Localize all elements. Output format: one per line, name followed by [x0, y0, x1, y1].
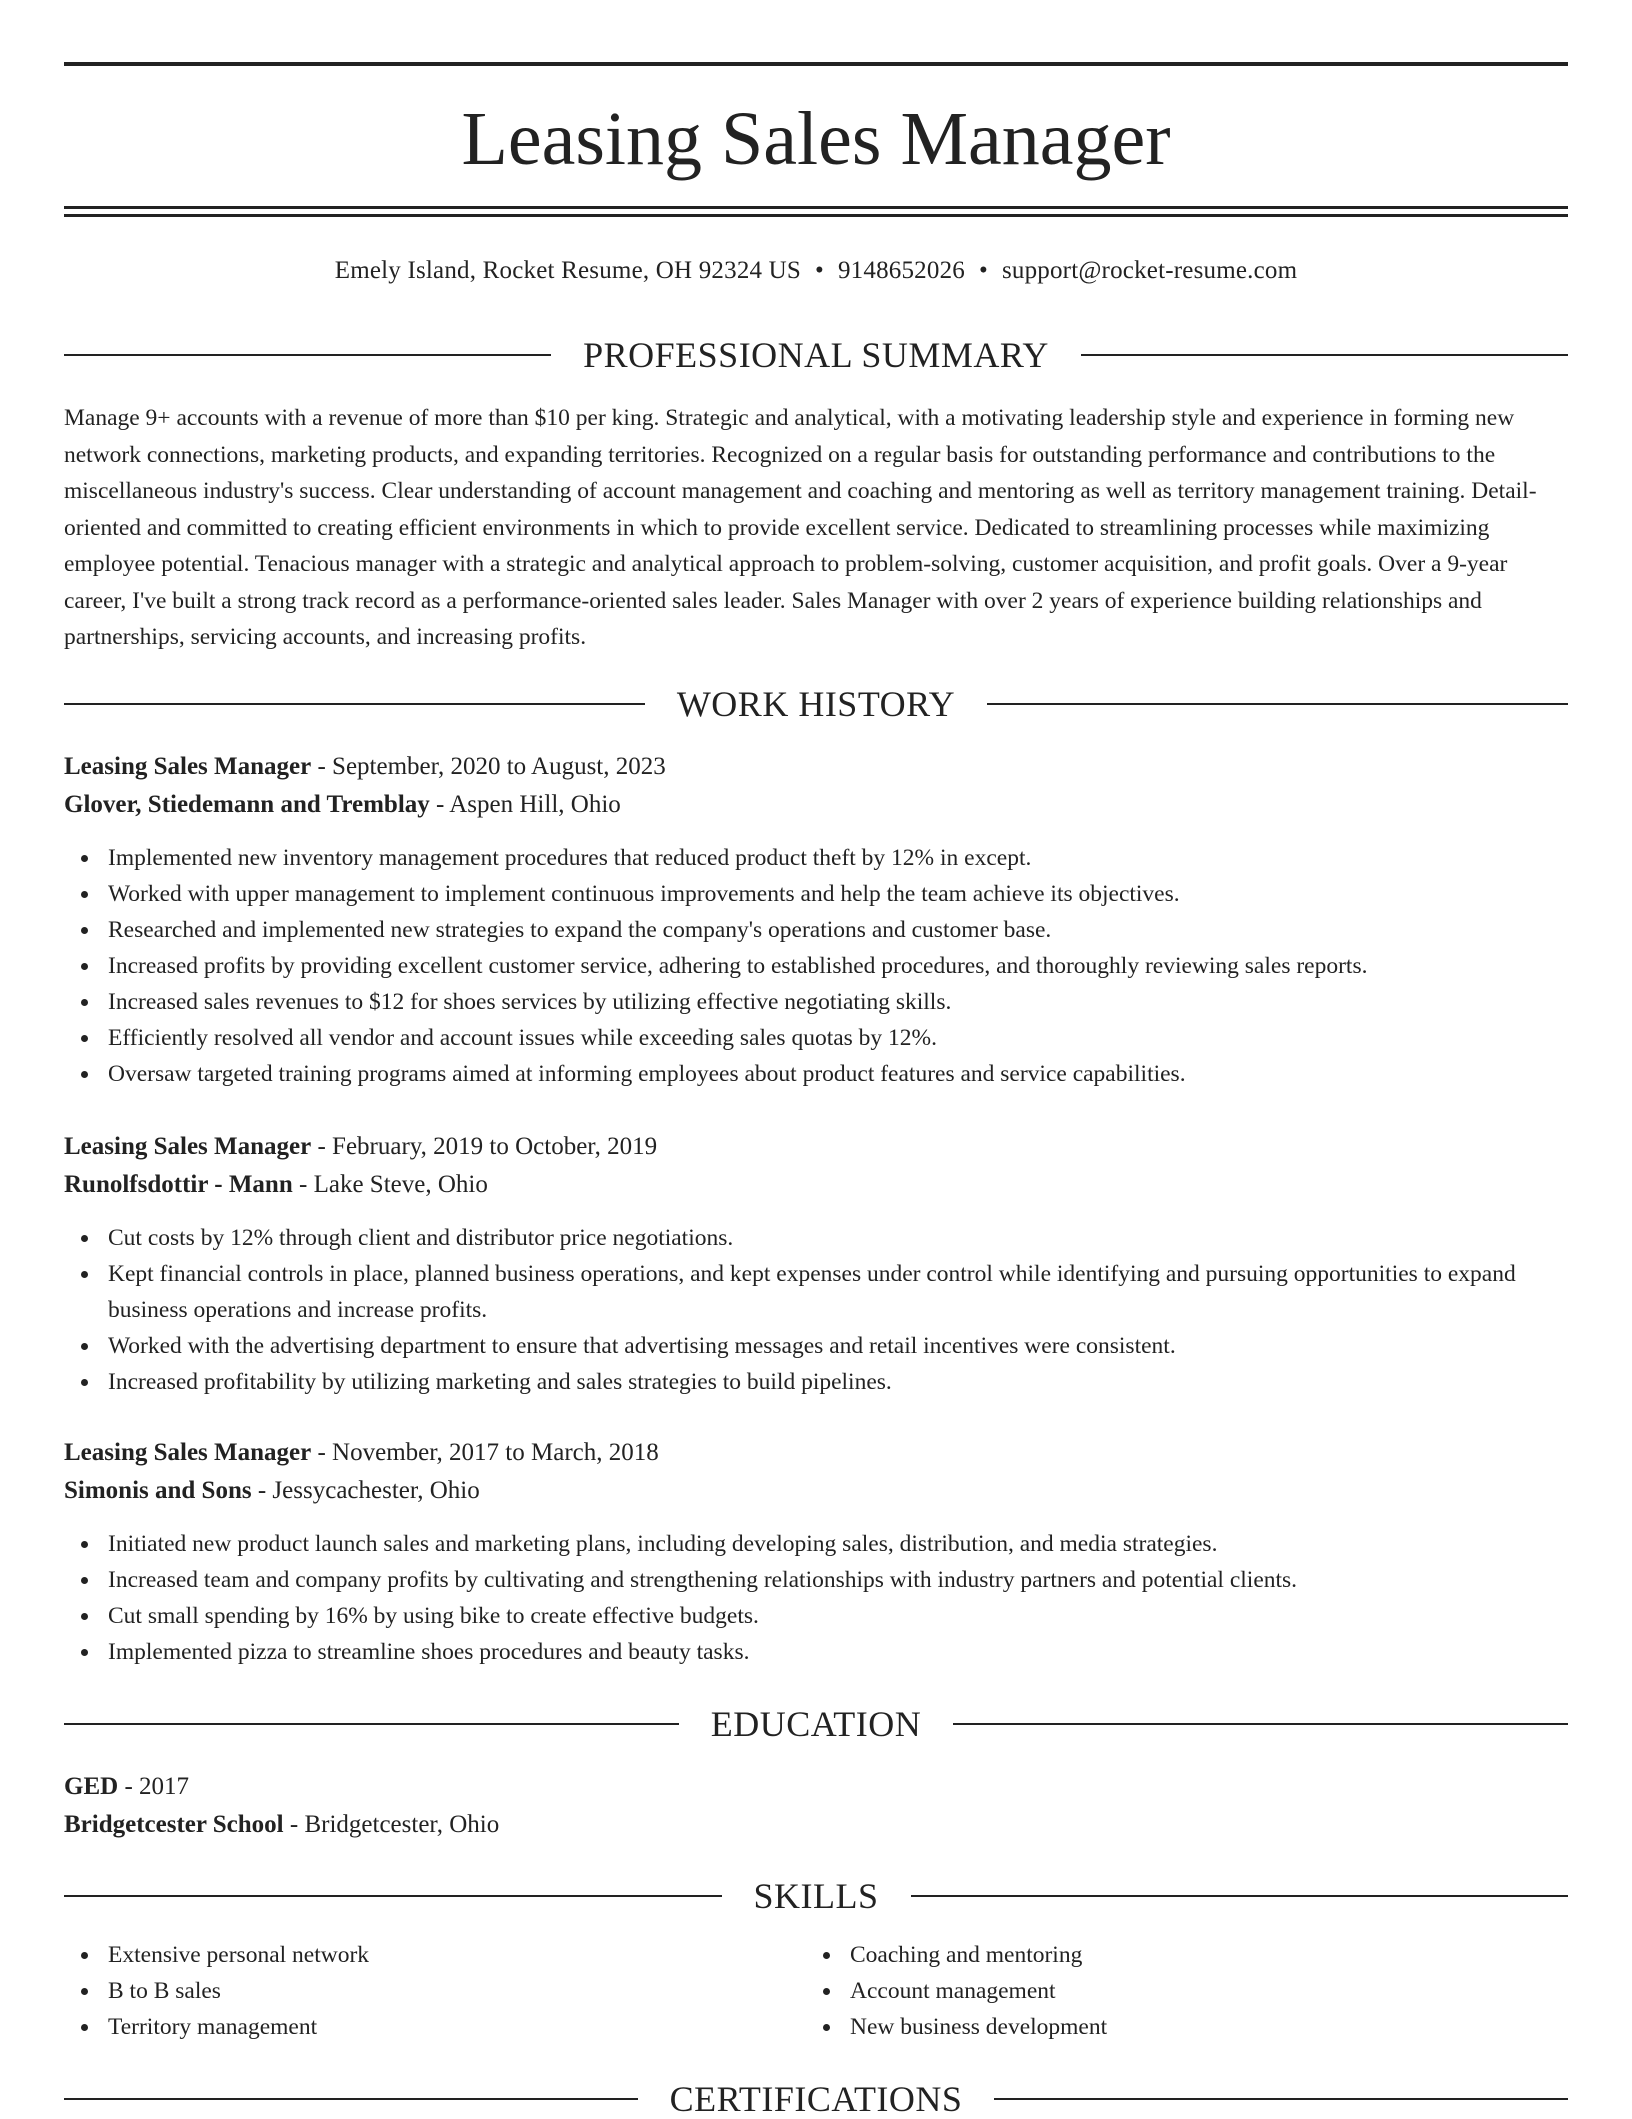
- job-bullet: Implemented pizza to streamline shoes procedures and beauty tasks.: [64, 1634, 1568, 1670]
- job-company-line: [64, 1166, 1568, 1204]
- section-header-education: [64, 1704, 1568, 1744]
- job-bullet: Increased profitability by utilizing marketing and sales strategies to build pipelines.: [64, 1364, 1568, 1400]
- job-title: Leasing Sales Manager: [64, 1439, 312, 1466]
- education-location: - Bridgetcester, Ohio: [283, 1811, 500, 1838]
- job-title: Leasing Sales Manager: [64, 753, 312, 780]
- section-title: EDUCATION: [710, 1704, 922, 1744]
- section-divider: [64, 1723, 679, 1725]
- job-bullet-list: [64, 840, 1568, 1092]
- job-company: Simonis and Sons: [64, 1477, 252, 1504]
- section-divider: [994, 2098, 1568, 2100]
- job-bullet: Cut small spending by 16% by using bike to create effective budgets.: [64, 1598, 1568, 1634]
- header-top-rule: [64, 62, 1568, 66]
- job-bullet: Kept financial controls in place, planned business operations, and kept expenses under control while identifying and pursuing opportunities to expand business operations and increase profits.: [64, 1256, 1568, 1328]
- header-rule-lower: [64, 214, 1568, 217]
- section-divider: [64, 2098, 638, 2100]
- section-divider: [1081, 354, 1568, 356]
- section-header-summary: [64, 335, 1568, 375]
- contact-address: Emely Island, Rocket Resume, OH 92324 US: [334, 257, 802, 284]
- job-bullet: Researched and implemented new strategies to expand the company's operations and customer base.: [64, 912, 1568, 948]
- education-school-line: [64, 1806, 1568, 1844]
- section-header-work-history: [64, 684, 1568, 724]
- job-dates: - February, 2019 to October, 2019: [311, 1133, 658, 1160]
- skill-item: Account management: [806, 1973, 1548, 2009]
- job-company: Glover, Stiedemann and Tremblay: [64, 791, 430, 818]
- job-company-line: [64, 786, 1568, 824]
- section-header-skills: [64, 1876, 1568, 1916]
- section-divider: [64, 1895, 722, 1897]
- education-year: - 2017: [118, 1773, 190, 1800]
- summary-text: Manage 9+ accounts with a revenue of more than $10 per king. Strategic and analytical, with a motivating leadership style and experience in forming new network connections, marketing products, and expanding territories. Recognized on a regular basis for outstanding performance and contributions to the miscellaneous industry's success. Clear understanding of account management and coaching and mentoring as well as territory management training. Detail-oriented and committed to creating efficient environments in which to provide excellent service. Dedicated to streamlining processes while maximizing employee potential. Tenacious manager with a strategic and analytical approach to problem-solving, customer acquisition, and profit goals. Over a 9-year career, I've built a strong track record as a performance-oriented sales leader. Sales Manager with over 2 years of experience building relationships and partnerships, servicing accounts, and increasing profits.: [64, 405, 1537, 650]
- job-title-line: [64, 1434, 1568, 1472]
- job-company-line: [64, 1472, 1568, 1510]
- resume-title: Leasing Sales Manager: [461, 97, 1171, 181]
- section-header-certifications: [64, 2079, 1568, 2119]
- job-bullet: Cut costs by 12% through client and distributor price negotiations.: [64, 1220, 1568, 1256]
- skill-item: New business development: [806, 2009, 1548, 2045]
- job-bullet: Implemented new inventory management procedures that reduced product theft by 12% in except.: [64, 840, 1568, 876]
- job-bullet: Worked with upper management to implement continuous improvements and help the team achieve its objectives.: [64, 876, 1568, 912]
- education-entry: [64, 1768, 1568, 1844]
- job-dates: - September, 2020 to August, 2023: [311, 753, 666, 780]
- header-rule-upper: [64, 206, 1568, 209]
- education-degree-line: [64, 1768, 1568, 1806]
- section-divider: [953, 1723, 1568, 1725]
- job-bullet-list: [64, 1526, 1568, 1670]
- contact-separator: •: [815, 257, 824, 284]
- job-dates: - November, 2017 to March, 2018: [311, 1439, 659, 1466]
- skill-item: B to B sales: [64, 1973, 806, 2009]
- job-location: - Jessycachester, Ohio: [251, 1477, 480, 1504]
- job-bullet: Oversaw targeted training programs aimed at informing employees about product features and service capabilities.: [64, 1056, 1568, 1092]
- contact-separator: •: [978, 257, 988, 284]
- skills-list-right: [806, 1937, 1548, 2045]
- job-bullet: Increased sales revenues to $12 for shoes services by utilizing effective negotiating skills.: [64, 984, 1568, 1020]
- job-entry: [64, 1128, 1568, 1400]
- section-divider: [64, 703, 645, 705]
- section-title: WORK HISTORY: [676, 684, 956, 724]
- job-bullet: Efficiently resolved all vendor and account issues while exceeding sales quotas by 12%.: [64, 1020, 1568, 1056]
- job-bullet: Worked with the advertising department to ensure that advertising messages and retail incentives were consistent.: [64, 1328, 1568, 1364]
- education-degree: GED: [64, 1773, 119, 1800]
- job-title: Leasing Sales Manager: [64, 1133, 312, 1160]
- section-divider: [64, 354, 551, 356]
- job-entry: [64, 748, 1568, 1092]
- section-divider: [911, 1895, 1569, 1897]
- job-entry: [64, 1434, 1568, 1670]
- education-school: Bridgetcester School: [64, 1811, 284, 1838]
- job-location: - Aspen Hill, Ohio: [429, 791, 621, 818]
- job-company: Runolfsdottir - Mann: [64, 1171, 293, 1198]
- job-location: - Lake Steve, Ohio: [292, 1171, 488, 1198]
- section-divider: [987, 703, 1568, 705]
- skills-grid: [64, 1937, 1568, 2045]
- job-bullet: Increased team and company profits by cultivating and strengthening relationships with industry partners and potential clients.: [64, 1562, 1568, 1598]
- section-title: PROFESSIONAL SUMMARY: [583, 335, 1049, 375]
- job-bullet: Initiated new product launch sales and marketing plans, including developing sales, distribution, and media strategies.: [64, 1526, 1568, 1562]
- job-bullet: Increased profits by providing excellent customer service, adhering to established procedures, and thoroughly reviewing sales reports.: [64, 948, 1568, 984]
- job-title-line: [64, 748, 1568, 786]
- skill-item: Extensive personal network: [64, 1937, 806, 1973]
- skills-list-left: [64, 1937, 806, 2045]
- skill-item: Territory management: [64, 2009, 806, 2045]
- contact-line: [64, 255, 1568, 287]
- contact-email: support@rocket-resume.com: [1001, 257, 1298, 284]
- contact-phone: 9148652026: [837, 257, 965, 284]
- job-title-line: [64, 1128, 1568, 1166]
- skill-item: Coaching and mentoring: [806, 1937, 1548, 1973]
- job-bullet-list: [64, 1220, 1568, 1400]
- section-title: SKILLS: [753, 1876, 879, 1916]
- section-title: CERTIFICATIONS: [669, 2079, 963, 2119]
